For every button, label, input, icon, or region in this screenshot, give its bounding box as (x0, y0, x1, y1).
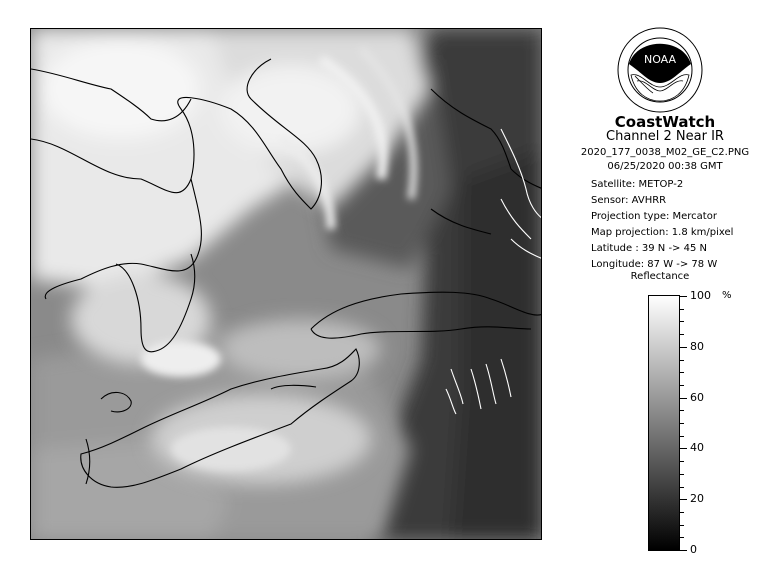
colorbar-tick (680, 525, 684, 526)
latitude-label: Latitude : 39 N -> 45 N (591, 243, 707, 254)
colorbar-tick (680, 372, 684, 373)
colorbar-tick (680, 360, 684, 361)
colorbar-tick (680, 487, 684, 488)
colorbar (648, 295, 680, 551)
satellite-label: Satellite: METOP-2 (591, 179, 684, 190)
colorbar-unit: % (722, 290, 732, 301)
colorbar-label: 60 (690, 390, 704, 404)
noaa-logo (617, 27, 703, 113)
colorbar-tick (680, 309, 684, 310)
colorbar-tick (680, 461, 684, 462)
colorbar-tick (680, 550, 687, 551)
sensor-label: Sensor: AVHRR (591, 195, 667, 206)
map-projection-label: Map projection: 1.8 km/pixel (591, 227, 734, 238)
colorbar-tick (680, 398, 687, 399)
colorbar-tick (680, 385, 684, 386)
colorbar-tick (680, 423, 684, 424)
colorbar-tick (680, 474, 684, 475)
colorbar-tick (680, 436, 684, 437)
colorbar-tick (680, 448, 687, 449)
colorbar-tick (680, 512, 684, 513)
colorbar-tick (680, 296, 687, 297)
colorbar-tick (680, 410, 684, 411)
colorbar-label: 20 (690, 492, 704, 506)
satellite-image-svg (31, 29, 542, 540)
colorbar-title: Reflectance (630, 271, 690, 282)
colorbar-tick (680, 537, 684, 538)
colorbar-label: 80 (690, 339, 704, 353)
satellite-image[interactable] (30, 28, 542, 540)
channel-label: Channel 2 Near IR (606, 129, 724, 144)
colorbar-label: 40 (690, 441, 704, 455)
filename-label: 2020_177_0038_M02_GE_C2.PNG (580, 147, 750, 158)
logo-text: NOAA (643, 53, 677, 66)
colorbar-label: 100 (690, 289, 711, 302)
colorbar-tick (680, 321, 684, 322)
colorbar-label: 0 (690, 543, 697, 556)
longitude-label: Longitude: 87 W -> 78 W (591, 259, 718, 270)
datetime-label: 06/25/2020 00:38 GMT (607, 161, 723, 172)
app-title: CoastWatch (614, 113, 716, 131)
colorbar-tick (680, 347, 687, 348)
projection-type-label: Projection type: Mercator (591, 211, 717, 222)
colorbar-tick (680, 334, 684, 335)
colorbar-tick (680, 499, 687, 500)
